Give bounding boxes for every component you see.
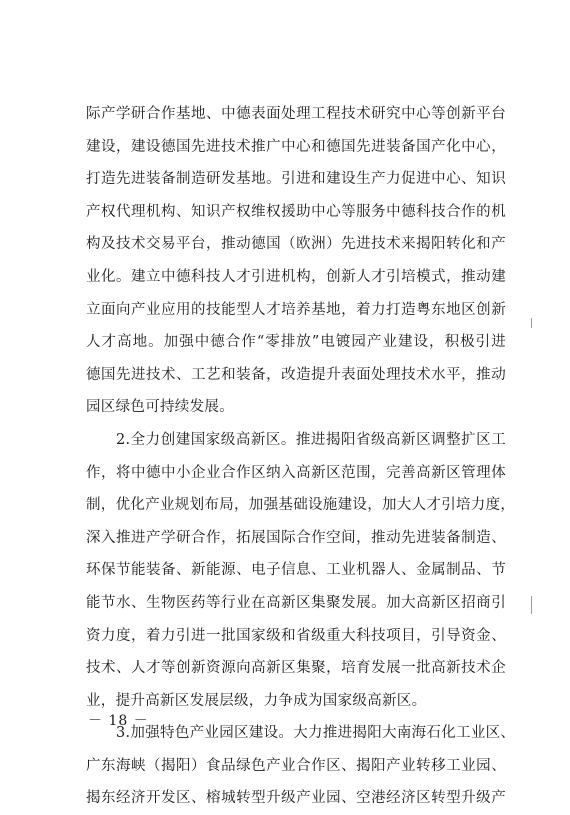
text-line: 资力度，着力引进一批国家级和省级重大科技项目，引导资金、 [86,627,506,644]
text-line: 构及技术交易平台，推动德国（欧洲）先进技术来揭阳转化和产 [86,236,506,253]
section-heading-line: 3.加强特色产业园区建设。大力推进揭阳大南海石化工业区、 [116,725,516,742]
body-text [86,98,516,815]
text-line: 德国先进技术、工艺和装备，改造提升表面处理技术水平，推动 [86,366,506,383]
text-line: 深入推进产学研合作，拓展国际合作空间，推动先进装备制造、 [86,529,506,546]
text-line: 环保节能装备、新能源、电子信息、工业机器人、金属制品、节 [86,562,506,579]
scan-mark [531,318,532,328]
text-line: 园区绿色可持续发展。 [86,399,234,416]
text-line: 作，将中德中小企业合作区纳入高新区范围，完善高新区管理体 [86,464,506,481]
text-line: 业，提升高新区发展层级，力争成为国家级高新区。 [86,692,427,709]
text-line: 打造先进装备制造研发基地。引进和建设生产力促进中心、知识 [86,171,506,188]
text-line: 揭东经济开发区、榕城转型升级产业园、空港经济区转型升级产 [86,790,506,807]
text-line: 技术、人才等创新资源向高新区集聚，培育发展一批高新技术企 [86,660,506,677]
text-line: 制，优化产业规划布局，加强基础设施建设，加大人才引培力度， [86,497,516,514]
text-line: 人才高地。加强中德合作“零排放”电镀园产业建设，积极引进 [86,334,506,351]
page-number: － 18 － [88,713,149,729]
section-heading-line: 2.全力创建国家级高新区。推进揭阳省级高新区调整扩区工 [116,431,506,448]
text-line: 产权代理机构、知识产权维权援助中心等服务中德科技合作的机 [86,203,506,220]
text-line: 立面向产业应用的技能型人才培养基地，着力打造粤东地区创新 [86,301,506,318]
text-line: 建设，建设德国先进技术推广中心和德国先进装备国产化中心， [86,138,506,155]
text-line: 业化。建立中德科技人才引进机构，创新人才引培模式，推动建 [86,268,506,285]
text-line: 广东海峡（揭阳）食品绿色产业合作区、揭阳产业转移工业园、 [86,757,506,774]
scan-mark [531,596,532,614]
text-line: 际产学研合作基地、中德表面处理工程技术研究中心等创新平台 [86,106,506,122]
text-line: 能节水、生物医药等行业在高新区集聚发展。加大高新区招商引 [86,594,506,611]
